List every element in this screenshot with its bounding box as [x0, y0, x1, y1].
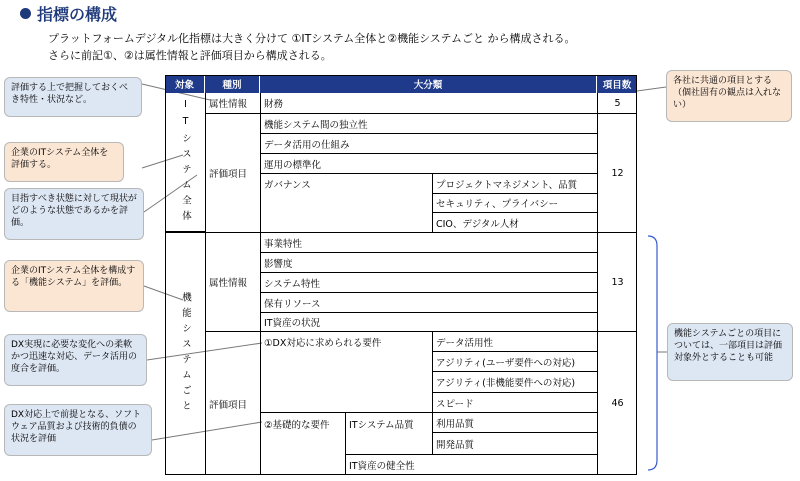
governance-sub-2: セキュリティ、プライバシー	[432, 193, 597, 212]
callout-basic: DX対応上で前提となる、ソフトウェア品質および技術的負債の状況を評価	[4, 404, 152, 456]
req-dx-sub-1: データ活用性	[432, 331, 597, 351]
attr-item-1: 事業特性	[260, 232, 597, 252]
callout-evaluation: 目指すべき状態に対して現状がどのような状態であるかを評価。	[4, 188, 144, 240]
count-eval-2: 46	[597, 331, 637, 475]
attr-item-4: 保有リソース	[260, 292, 597, 312]
type-eval-1: 評価項目	[205, 113, 260, 232]
it-asset-health: IT資産の健全性	[345, 454, 597, 475]
req-dx-sub-4: スピード	[432, 392, 597, 412]
target-it-system: ITシステム全体	[165, 93, 205, 232]
count-eval-1: 12	[597, 113, 637, 232]
eval-item-3: 運用の標準化	[260, 153, 597, 173]
item-finance: 財務	[260, 93, 597, 113]
req-dx-sub-3: アジリティ(非機能要件への対応)	[432, 371, 597, 392]
header-count: 項目数	[597, 75, 637, 93]
eval-item-2: データ活用の仕組み	[260, 133, 597, 153]
target-function-system: 機能システムごと	[165, 232, 205, 475]
it-quality-sub-2: 開発品質	[432, 432, 597, 454]
callout-it-system: 企業のITシステム全体を評価する。	[4, 142, 124, 182]
callout-attributes: 評価する上で把握しておくべき特性・状況など。	[4, 77, 142, 117]
attr-item-3: システム特性	[260, 272, 597, 292]
header-target: 対象	[165, 75, 205, 93]
intro-line-1: プラットフォームデジタル化指標は大きく分けて ①ITシステム全体と②機能システムごと から構成される。	[48, 32, 576, 45]
indicator-table	[165, 75, 637, 475]
governance-sub-1: プロジェクトマネジメント、品質	[432, 173, 597, 193]
callout-dx: DX実現に必要な変化への柔軟かつ迅速な対応、データ活用の度合を評価。	[4, 334, 147, 386]
eval-item-1: 機能システム間の独立性	[260, 113, 597, 133]
it-quality-sub-1: 利用品質	[432, 412, 597, 432]
req-dx-sub-2: アジリティ(ユーザ要件への対応)	[432, 351, 597, 371]
bracket-icon	[648, 236, 657, 470]
intro-line-2: さらに前記①、②は属性情報と評価項目から構成される。	[48, 49, 332, 62]
callout-function-items: 機能システムごとの項目については、一部項目は評価対象外とすることも可能	[667, 323, 793, 381]
req-dx: ①DX対応に求められる要件	[260, 331, 432, 412]
governance-sub-3: CIO、デジタル人材	[432, 212, 597, 232]
eval-governance: ガバナンス	[260, 173, 432, 232]
header-type: 種別	[205, 75, 260, 93]
heading-text: 指標の構成	[37, 5, 118, 24]
callout-function-system: 企業のITシステム全体を構成する「機能システム」を評価。	[4, 260, 144, 312]
it-quality: ITシステム品質	[345, 412, 432, 454]
type-attr-1: 属性情報	[205, 93, 260, 113]
type-eval-2: 評価項目	[205, 331, 260, 475]
count-attr-2: 13	[597, 232, 637, 331]
header-category: 大分類	[260, 75, 597, 93]
attr-item-5: IT資産の状況	[260, 312, 597, 331]
count-attr-1: 5	[597, 93, 637, 113]
callout-common-items: 各社に共通の項目とする（個社固有の観点は入れない）	[666, 70, 792, 122]
type-attr-2: 属性情報	[205, 232, 260, 331]
req-basic: ②基礎的な要件	[260, 412, 345, 475]
attr-item-2: 影響度	[260, 252, 597, 272]
